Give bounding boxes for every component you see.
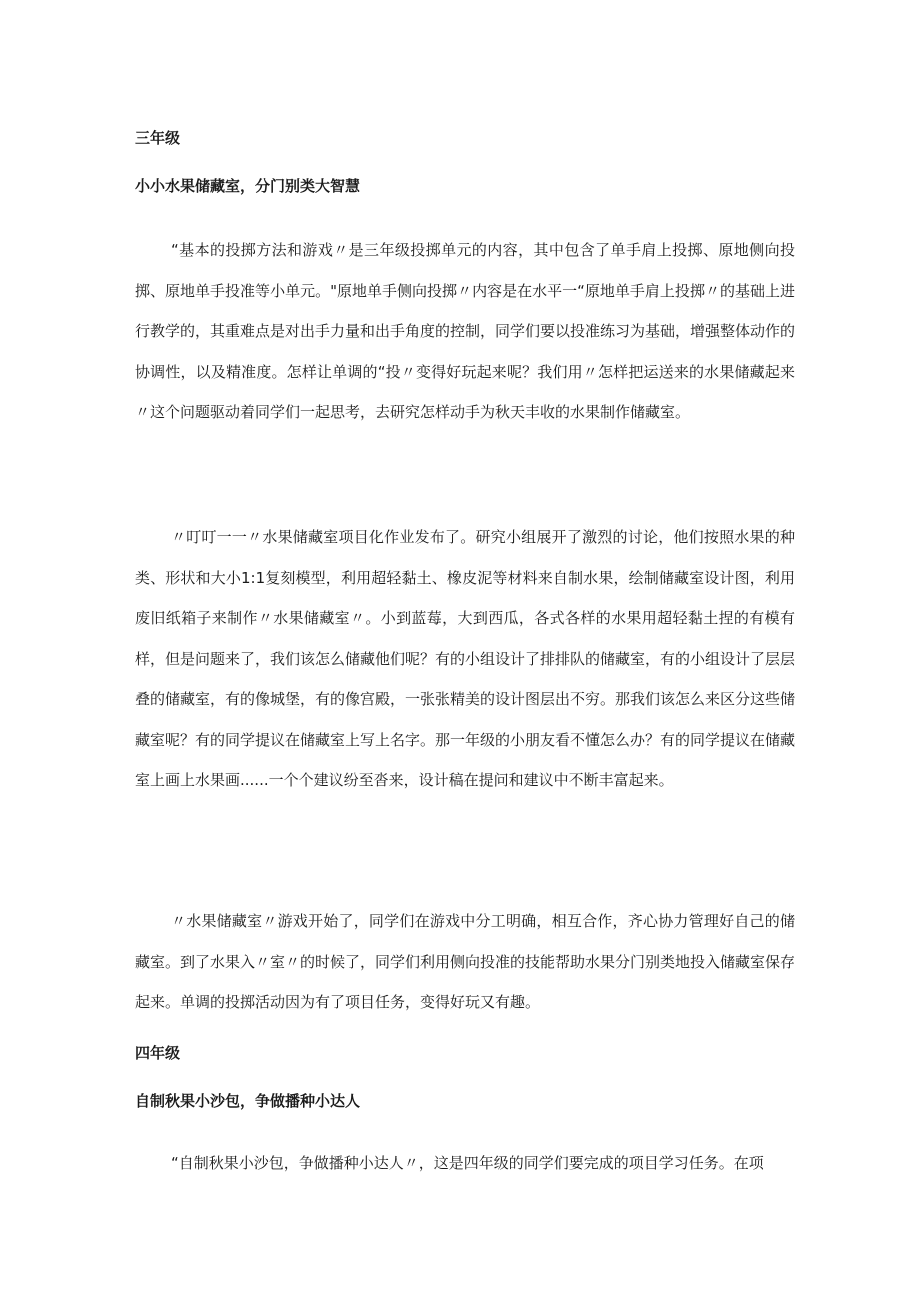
section-title-fruit-storage: 小小水果储藏室，分门别类大智慧 bbox=[135, 177, 361, 195]
section-title-sandbag: 自制秋果小沙包，争做播种小达人 bbox=[135, 1092, 361, 1110]
paragraph: 〃叮叮一一〃水果储藏室项目化作业发布了。研究小组展开了激烈的讨论，他们按照水果的种类、形状和大小1:1复刻模型，利用超轻黏土、橡皮泥等材料来自制水果，绘制储藏室设计图，利用废旧纸箱子来制作〃水果储藏室〃。小到蓝莓，大到西瓜，各式各样的水果用超轻黏土捏的有模有样，但是问题来了，我们该怎么储藏他们呢？有的小组设计了排排队的储藏室，有的小组设计了层层叠的储藏室，有的像城堡，有的像宫殿，一张张精美的设计图层出不穷。那我们该怎么来区分这些储藏室呢？有的同学提议在储藏室上写上名字。那一年级的小朋友看不懂怎么办？有的同学提议在储藏室上画上水果画......一个个建议纷至沓来，设计稿在提问和建议中不断丰富起来。 bbox=[135, 528, 796, 789]
section-heading-grade-3: 三年级 bbox=[135, 129, 181, 147]
section-heading-grade-4: 四年级 bbox=[135, 1044, 181, 1062]
paragraph: “自制秋果小沙包，争做播种小达人〃，这是四年级的同学们要完成的项目学习任务。在项 bbox=[171, 1154, 764, 1172]
paragraph: 〃水果储藏室〃游戏开始了，同学们在游戏中分工明确，相互合作，齐心协力管理好自己的储藏室。到了水果入〃室〃的时候了，同学们利用侧向投准的技能帮助水果分门别类地投入储藏室保存起来。单调的投掷活动因为有了项目任务，变得好玩又有趣。 bbox=[135, 912, 796, 1011]
paragraph: “基本的投掷方法和游戏〃是三年级投掷单元的内容，其中包含了单手肩上投掷、原地侧向投掷、原地单手投准等小单元。"原地单手侧向投掷〃内容是在水平一“原地单手肩上投掷〃的基础上进行教学的，其重难点是对出手力量和出手角度的控制，同学们要以投准练习为基础，增强整体动作的协调性，以及精准度。怎样让单调的“投〃变得好玩起来呢？我们用〃怎样把运送来的水果储藏起来〃这个问题驱动着同学们一起思考，去研究怎样动手为秋天丰收的水果制作储藏室。 bbox=[135, 241, 796, 421]
